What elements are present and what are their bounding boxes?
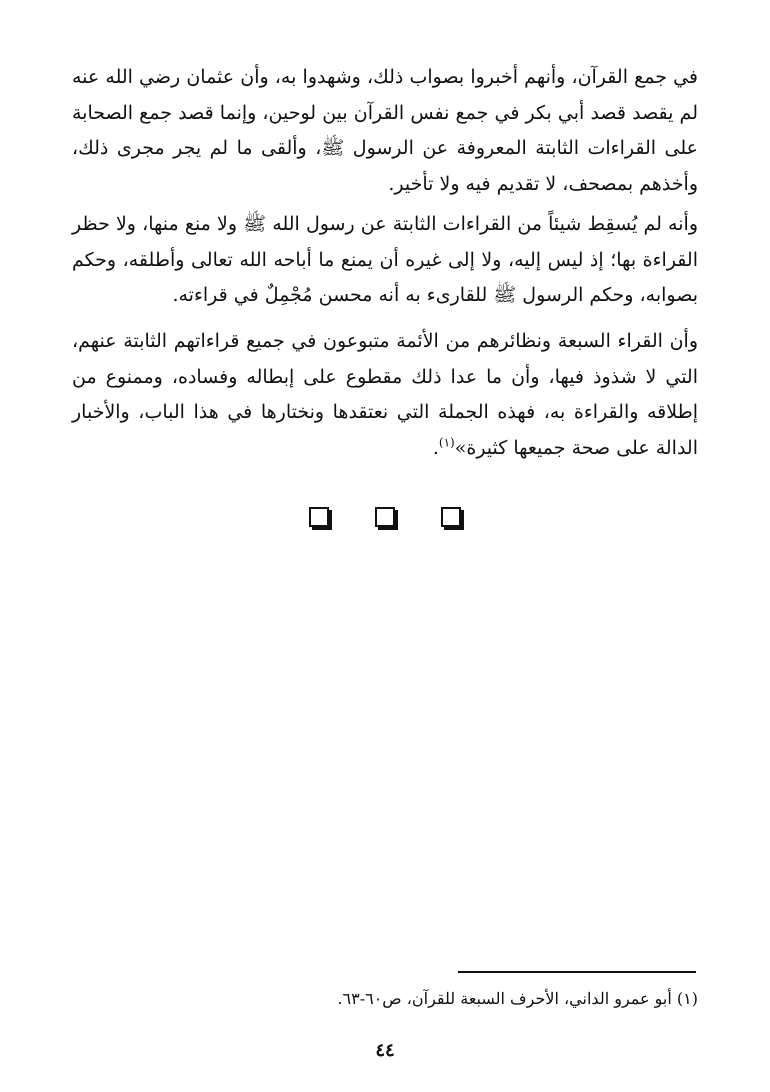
- page-number: ٤٤: [375, 1040, 395, 1061]
- paragraph-1-text: في جمع القرآن، وأنهم أخبروا بصواب ذلك، وشهدوا به، وأن عثمان رضي الله عنه لم يقصد قصد أبي بكر في جمع نفس القرآن بين لوحين، وإنما قصد جمع الصحابة على القراءات الثابتة المعروفة عن الرسول ﷺ، وألقى ما لم يجر مجرى ذلك، وأخذهم بمصحف، لا تقديم فيه ولا تأخير.: [72, 66, 698, 195]
- footnote: (١) أبو عمرو الداني، الأحرف السبعة للقرآن، ص٦٠-٦٣.: [337, 989, 698, 1008]
- paragraph-3: [72, 324, 698, 466]
- footnote-reference[interactable]: (١): [438, 435, 455, 450]
- footnote-divider: [458, 971, 696, 973]
- paragraph-1: [72, 60, 698, 202]
- paragraph-3-trailing: .: [432, 436, 439, 459]
- paragraph-3-text: وأن القراء السبعة ونظائرهم من الأئمة متبوعون في جميع قراءاتهم الثابتة عنهم، التي لا شذوذ فيها، وأن ما عدا ذلك مقطوع على إبطاله وفساده، وممنوع من إطلاقه والقراءة به، فهذه الجملة التي نعتقدها ونختارها في هذا الباب، والأخبار الدالة على صحة جميعها كثيرة»: [72, 330, 698, 459]
- square-box-icon: [375, 507, 395, 527]
- paragraph-2: [72, 207, 698, 314]
- square-box-icon: [309, 507, 329, 527]
- square-box-icon: [441, 507, 461, 527]
- paragraph-2-text: وأنه لم يُسقِط شيئاً من القراءات الثابتة عن رسول الله ﷺ ولا منع منها، ولا حظر القراءة بها؛ إذ ليس إليه، ولا إلى غيره أن يمنع ما أباحه الله تعالى وأطلقه، وحكم بصوابه، وحكم الرسول ﷺ للقارىء به أنه محسن مُجْمِلٌ في قراءته.: [72, 213, 698, 306]
- section-separator: [0, 507, 770, 527]
